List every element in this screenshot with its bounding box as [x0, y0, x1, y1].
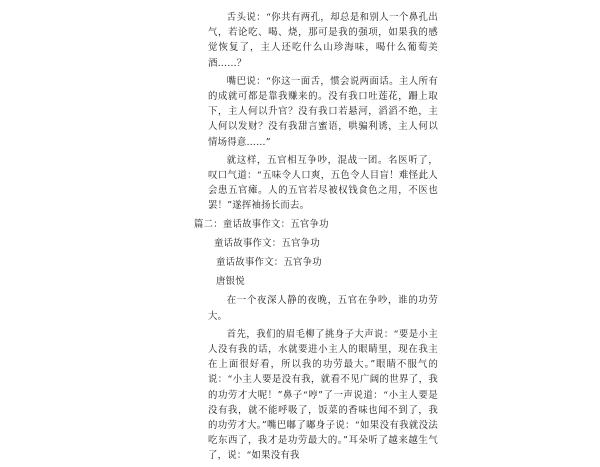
paragraph-intro: 在一个夜深人静的夜晚，五官在争吵，谁的功劳大。 — [208, 295, 438, 322]
sub-title-1: 童话故事作文：五官争功 — [214, 237, 320, 249]
author-name: 唐银悦 — [216, 276, 245, 288]
document-body — [194, 10, 438, 467]
paragraph-conclusion: 就这样，五官相互争吵，混战一团。名医听了，叹口气道：“五味令人口爽，五色令人目盲！难怪此人会患五官瘫。人的五官若尽被权钱食色之用，不医也罢！”遂挥袖扬长而去。 — [208, 154, 438, 212]
paragraph-mouth: 嘴巴说：“你这一面舌，惯会说两面话。主人所有的成就可都是靠我赚来的。没有我口吐莲花，跚上取下，主人何以升官？没有我口若悬河，滔滔不绝，主人何以发财？没有我甜言蜜语，哄骗利诱，主人何以情场得意……” — [208, 75, 438, 148]
sub-title-2: 童话故事作文：五官争功 — [216, 257, 322, 269]
section-heading: 篇二：童话故事作文：五官争功 — [194, 218, 329, 230]
paragraph-tongue: 舌头说：“你共有两孔，却总是和别人一个鼻孔出气，若论吃、喝、烧，那可是我的强项，如果我的感觉恢复了，主人还吃什么山珍海味，喝什么葡萄美酒……？ — [208, 12, 438, 69]
paragraph-story: 首先，我们的眉毛柳了挑身子大声说：“要是小主人没有我的话，水就要进小主人的眼睛里，现在我主在上面很好看，所以我的功劳最大。”眼睛不服气的说：“小主人要是没有我，就看不见广阔的世界了，我的功劳才大呢！”鼻子“哼”了一声说道：“小主人要是没有我，就不能呼吸了，饭菜的香味也闻不到了，我的功劳才大。”嘴巴嘟了嘟身子说：“如果没有我就没法吃东西了，我才是功劳最大的。”耳朵听了越来越生气了，说：“如果没有我 — [208, 328, 438, 462]
